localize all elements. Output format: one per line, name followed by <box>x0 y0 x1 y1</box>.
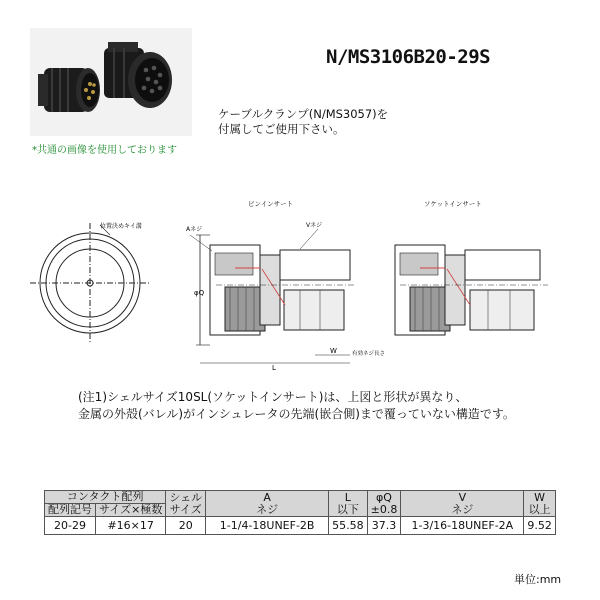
technical-drawing <box>0 195 600 370</box>
l-header-line2: 以下 <box>336 502 359 516</box>
photo-note: *共通の画像を使用しております <box>32 145 177 156</box>
w-cell: 9.52 <box>524 517 556 535</box>
layout-no-cell: 20-29 <box>45 517 96 535</box>
shell-size-cell: 20 <box>166 517 206 535</box>
connector-left-image <box>38 68 100 112</box>
v-thread-header <box>401 491 524 517</box>
v-thread-label: Vネジ <box>306 222 323 229</box>
w-header <box>524 491 556 517</box>
shell-size-note-line1: (注1)シェルサイズ10SL(ソケットインサート)は、上図と形状が異なり、 <box>78 390 468 404</box>
pin-insert-label: ピンインサート <box>248 200 294 208</box>
q-header <box>367 491 401 517</box>
q-header-line1: φQ <box>376 490 392 504</box>
l-cell: 55.58 <box>329 517 368 535</box>
socket-side-view <box>395 245 548 335</box>
a-header-line2: ネジ <box>256 502 279 516</box>
w-header-line2: 以上 <box>528 502 551 516</box>
size-count-header: サイズ×極数 <box>96 504 166 517</box>
l-dimension-label: L <box>272 364 276 370</box>
a-thread-cell: 1-1/4-18UNEF-2B <box>206 517 329 535</box>
unit-label: 単位:mm <box>514 573 562 586</box>
cable-clamp-note <box>218 107 388 137</box>
shell-size-header-line1: シェル <box>169 490 203 504</box>
l-header <box>329 491 368 517</box>
q-header-line2: ±0.8 <box>370 502 398 516</box>
shell-size-note-line2: 金属の外殻(バレル)がインシュレータの先端(嵌合側)まで覆っていない構造です。 <box>78 407 515 421</box>
shell-size-header-line2: サイズ <box>169 502 202 516</box>
q-cell: 37.3 <box>367 517 401 535</box>
v-header-line1: V <box>458 490 467 504</box>
a-thread-header <box>206 491 329 517</box>
key-position-label: 位置決めキイ溝 <box>100 223 142 230</box>
pin-side-view <box>190 229 356 363</box>
product-photo <box>30 28 192 136</box>
front-view <box>30 223 150 343</box>
shell-size-header <box>166 491 206 517</box>
w-dimension-label: W <box>330 347 337 355</box>
cable-clamp-note-line1: ケーブルクランプ(N/MS3057)を <box>218 107 389 121</box>
l-header-line1: L <box>344 490 351 504</box>
a-header-line1: A <box>263 490 271 504</box>
w-header-line1: W <box>534 490 546 504</box>
contact-layout-header: コンタクト配列 <box>45 491 166 504</box>
size-count-cell: #16×17 <box>96 517 166 535</box>
v-header-line2: ネジ <box>451 502 474 516</box>
table-row <box>45 517 556 535</box>
layout-no-header: 配列記号 <box>45 504 96 517</box>
a-thread-label: Aネジ <box>186 226 203 233</box>
v-thread-cell: 1-3/16-18UNEF-2A <box>401 517 524 535</box>
part-number-title: N/MS3106B20-29S <box>326 46 491 68</box>
table-header-row <box>45 491 556 504</box>
spec-table <box>44 490 556 535</box>
cable-clamp-note-line2: 付属してご使用下さい。 <box>218 122 345 136</box>
effective-thread-label: 有効ネジ長さ <box>352 351 386 357</box>
shell-size-note <box>78 389 515 423</box>
q-dimension-label: φQ <box>194 289 205 297</box>
socket-insert-label: ソケットインサート <box>424 200 482 208</box>
